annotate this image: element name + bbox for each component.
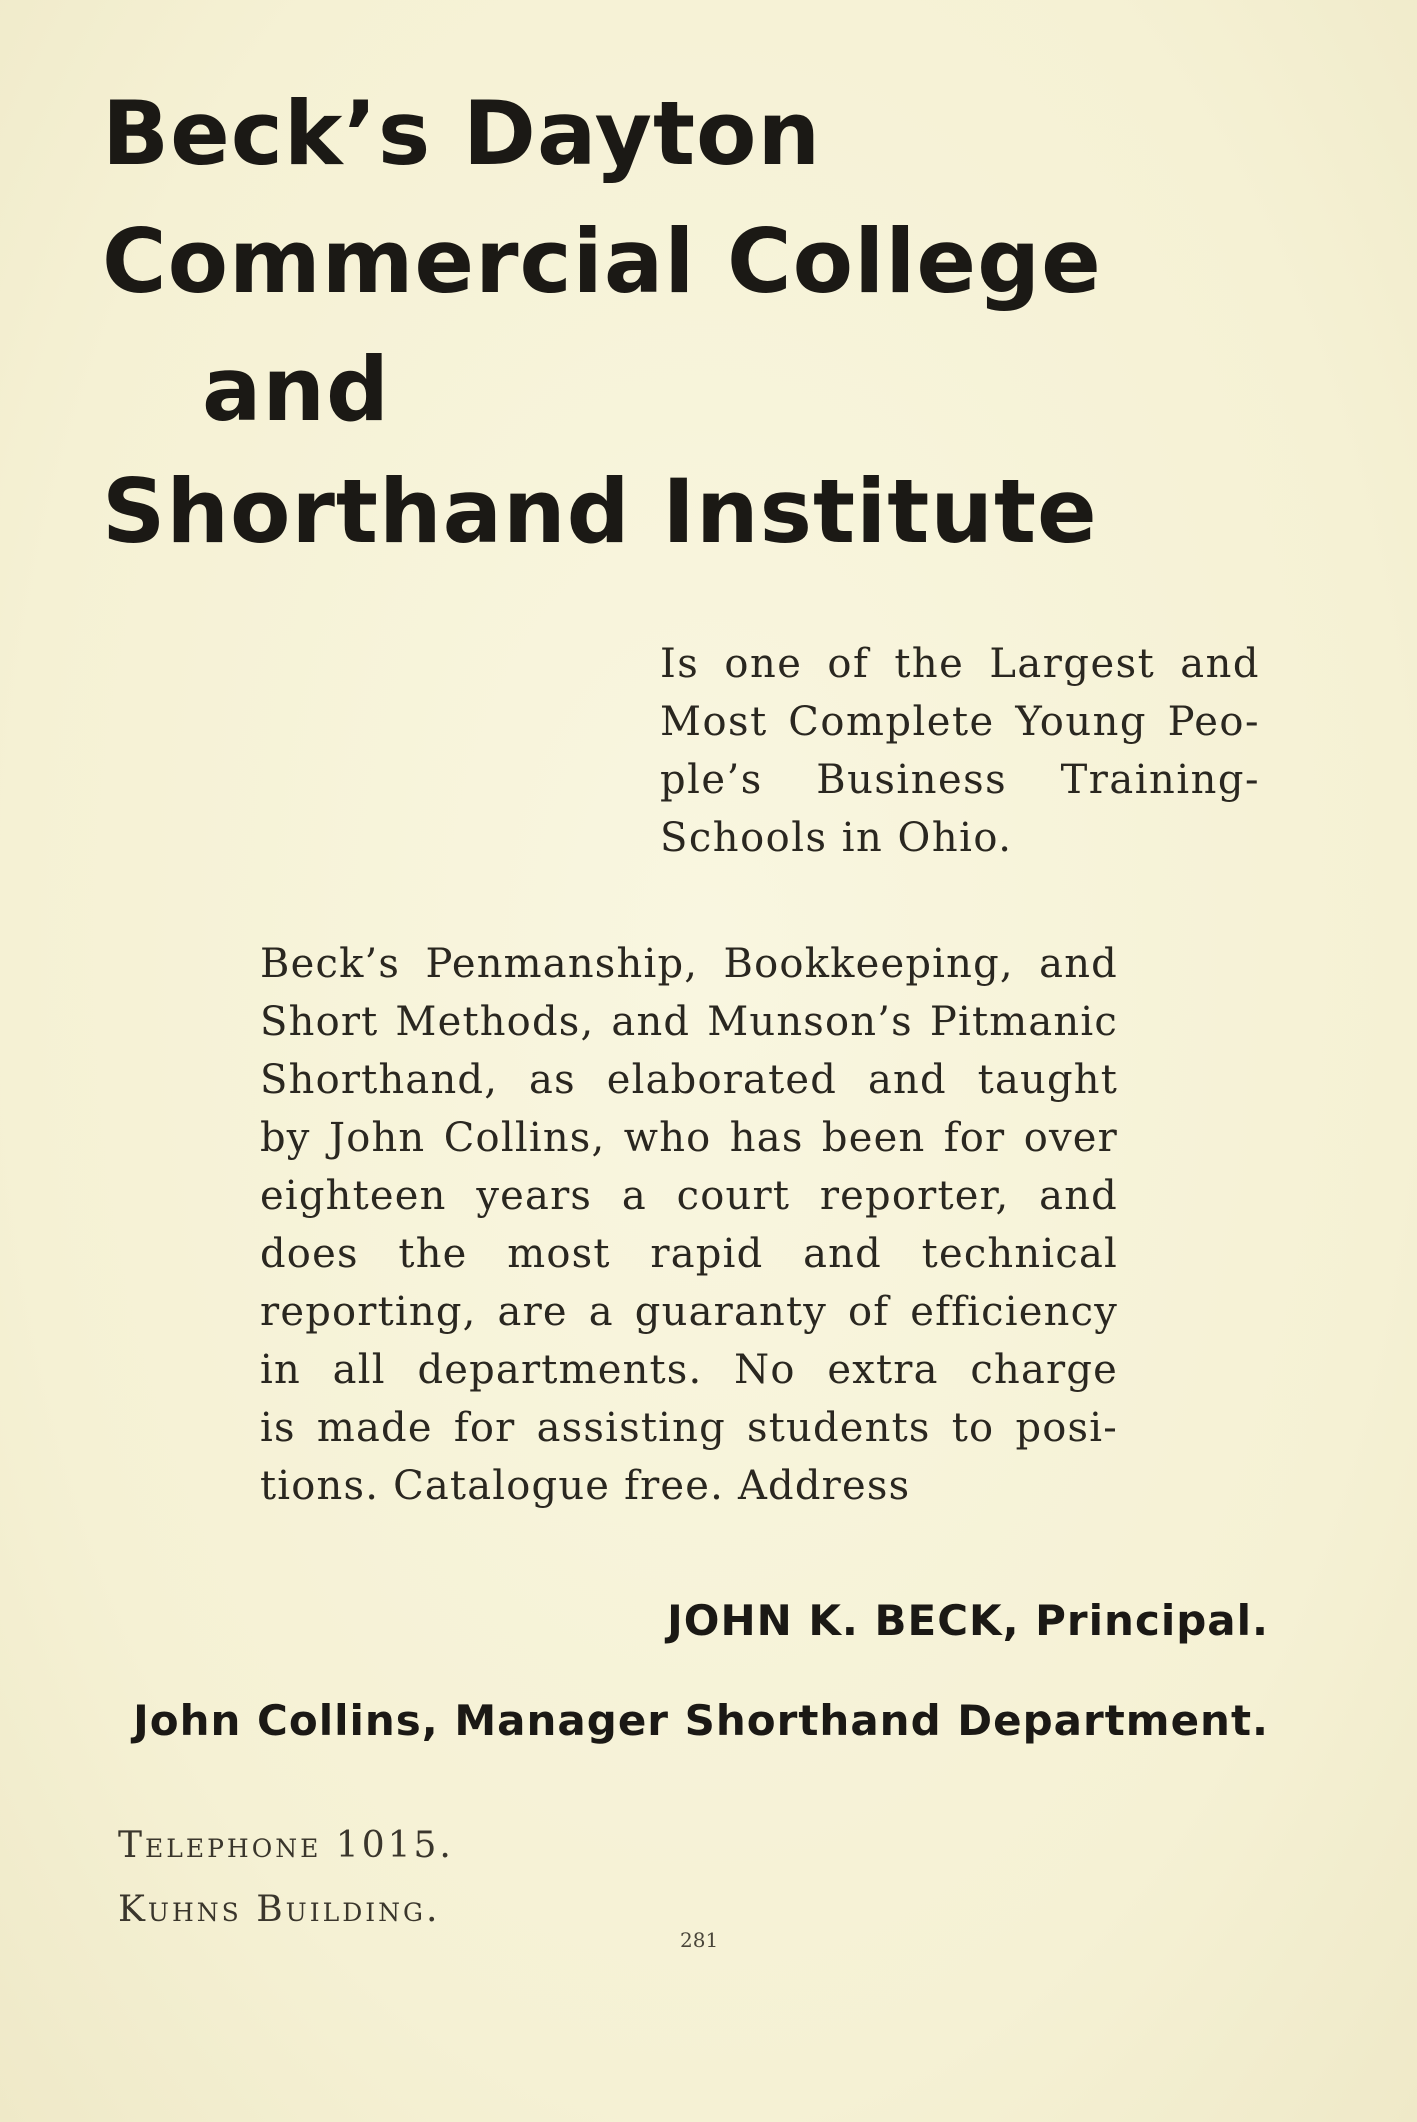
principal-signature: JOHN K. BECK, Principal. <box>667 1596 1269 1645</box>
intro-line: Schools in Ohio. <box>660 815 1013 861</box>
body-line: eighteen years a court reporter, and <box>260 1173 1118 1219</box>
building-line: Kuhns Building. <box>118 1889 441 1930</box>
intro-line: Most Complete Young Peo- <box>660 699 1260 745</box>
intro-line: ple’s Business Training- <box>660 757 1260 803</box>
intro-line: Is one of the Largest and <box>660 641 1260 687</box>
body-line: does the most rapid and technical <box>260 1231 1118 1277</box>
body-line: is made for assisting students to posi- <box>260 1405 1118 1451</box>
body-line: tions. Catalogue free. Address <box>260 1463 911 1509</box>
headline-line-2: Commercial College <box>102 210 1102 313</box>
intro-paragraph <box>660 635 1260 867</box>
page-number: 281 <box>680 1928 719 1952</box>
headline-line-3: and <box>202 338 391 441</box>
body-line: reporting, are a guaranty of efficiency <box>260 1289 1118 1335</box>
body-line: in all departments. No extra charge <box>260 1347 1118 1393</box>
headline-line-1: Beck’s Dayton <box>102 82 822 185</box>
body-line: Beck’s Penmanship, Bookkeeping, and <box>260 941 1118 987</box>
telephone-line: Telephone 1015. <box>118 1825 454 1866</box>
body-line: Shorthand, as elaborated and taught <box>260 1057 1118 1103</box>
body-line: Short Methods, and Munson’s Pitmanic <box>260 999 1118 1045</box>
body-paragraph <box>260 935 1118 1515</box>
manager-signature: John Collins, Manager Shorthand Department. <box>133 1696 1269 1745</box>
body-line: by John Collins, who has been for over <box>260 1115 1118 1161</box>
headline-line-4: Shorthand Institute <box>102 460 1098 563</box>
